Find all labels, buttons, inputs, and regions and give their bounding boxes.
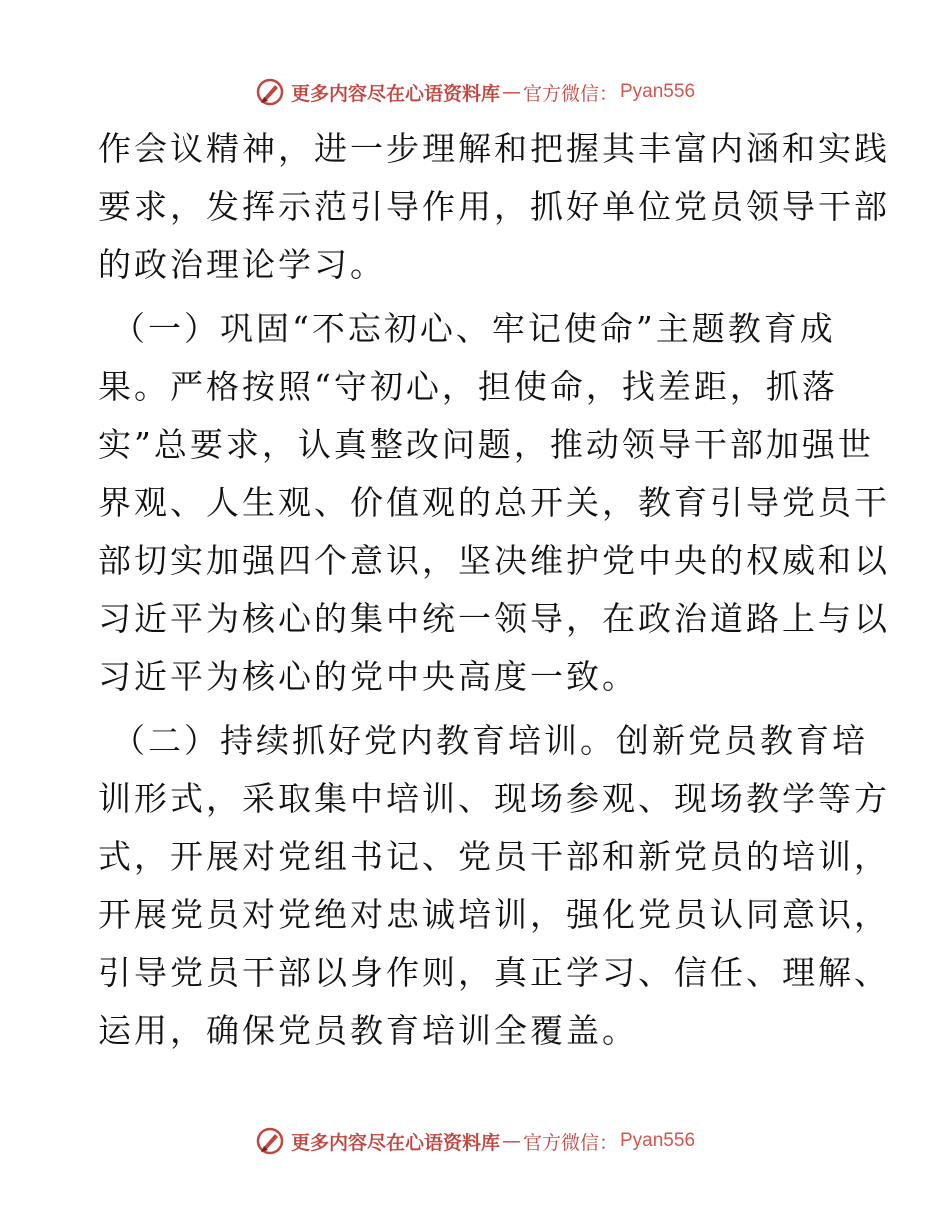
watermark-dash: — xyxy=(501,1130,521,1152)
watermark-wechat-id: Pyan556 xyxy=(620,81,696,102)
text-line: 作会议精神，进一步理解和把握其丰富内涵和实践 xyxy=(98,129,890,168)
text-line: 训形式，采取集中培训、现场参观、现场教学等方 xyxy=(98,779,890,818)
pen-logo-icon xyxy=(255,1126,285,1156)
text-line: 部切实加强四个意识，坚决维护党中央的权威和以 xyxy=(98,541,890,580)
watermark-label: 官方微信： xyxy=(522,1131,618,1154)
paragraph-2 xyxy=(98,300,890,706)
text-line: 运用，确保党员教育培训全覆盖。 xyxy=(98,1011,638,1050)
watermark-dash: — xyxy=(501,81,521,103)
pen-logo-icon xyxy=(255,77,285,107)
text-line: 果。严格按照“守初心，担使命，找差距，抓落 xyxy=(98,367,838,406)
paragraph-3 xyxy=(98,712,890,1060)
watermark-label: 官方微信： xyxy=(522,82,618,105)
paragraph-1 xyxy=(98,120,890,294)
text-line: （二）持续抓好党内教育培训。创新党员教育培 xyxy=(112,721,868,760)
text-line: 界观、人生观、价值观的总开关，教育引导党员干 xyxy=(98,483,890,522)
text-line: 的政治理论学习。 xyxy=(98,245,386,284)
text-line: 引导党员干部以身作则，真正学习、信任、理解、 xyxy=(98,953,890,992)
watermark-text: 更多内容尽在心语资料库 xyxy=(290,1131,500,1154)
text-line: 实”总要求，认真整改问题，推动领导干部加强世 xyxy=(98,425,874,464)
text-line: 开展党员对党绝对忠诚培训，强化党员认同意识， xyxy=(98,895,890,934)
document-body xyxy=(98,120,890,1060)
text-line: 要求，发挥示范引导作用，抓好单位党员领导干部 xyxy=(98,187,890,226)
watermark-text: 更多内容尽在心语资料库 xyxy=(290,82,500,105)
text-line: 习近平为核心的党中央高度一致。 xyxy=(98,657,638,696)
text-line: （一）巩固“不忘初心、牢记使命”主题教育成 xyxy=(112,309,836,348)
footer-watermark xyxy=(0,1121,950,1161)
header-watermark xyxy=(0,72,950,112)
text-line: 式，开展对党组书记、党员干部和新党员的培训， xyxy=(98,837,890,876)
text-line: 习近平为核心的集中统一领导，在政治道路上与以 xyxy=(98,599,890,638)
watermark-wechat-id: Pyan556 xyxy=(620,1130,696,1151)
